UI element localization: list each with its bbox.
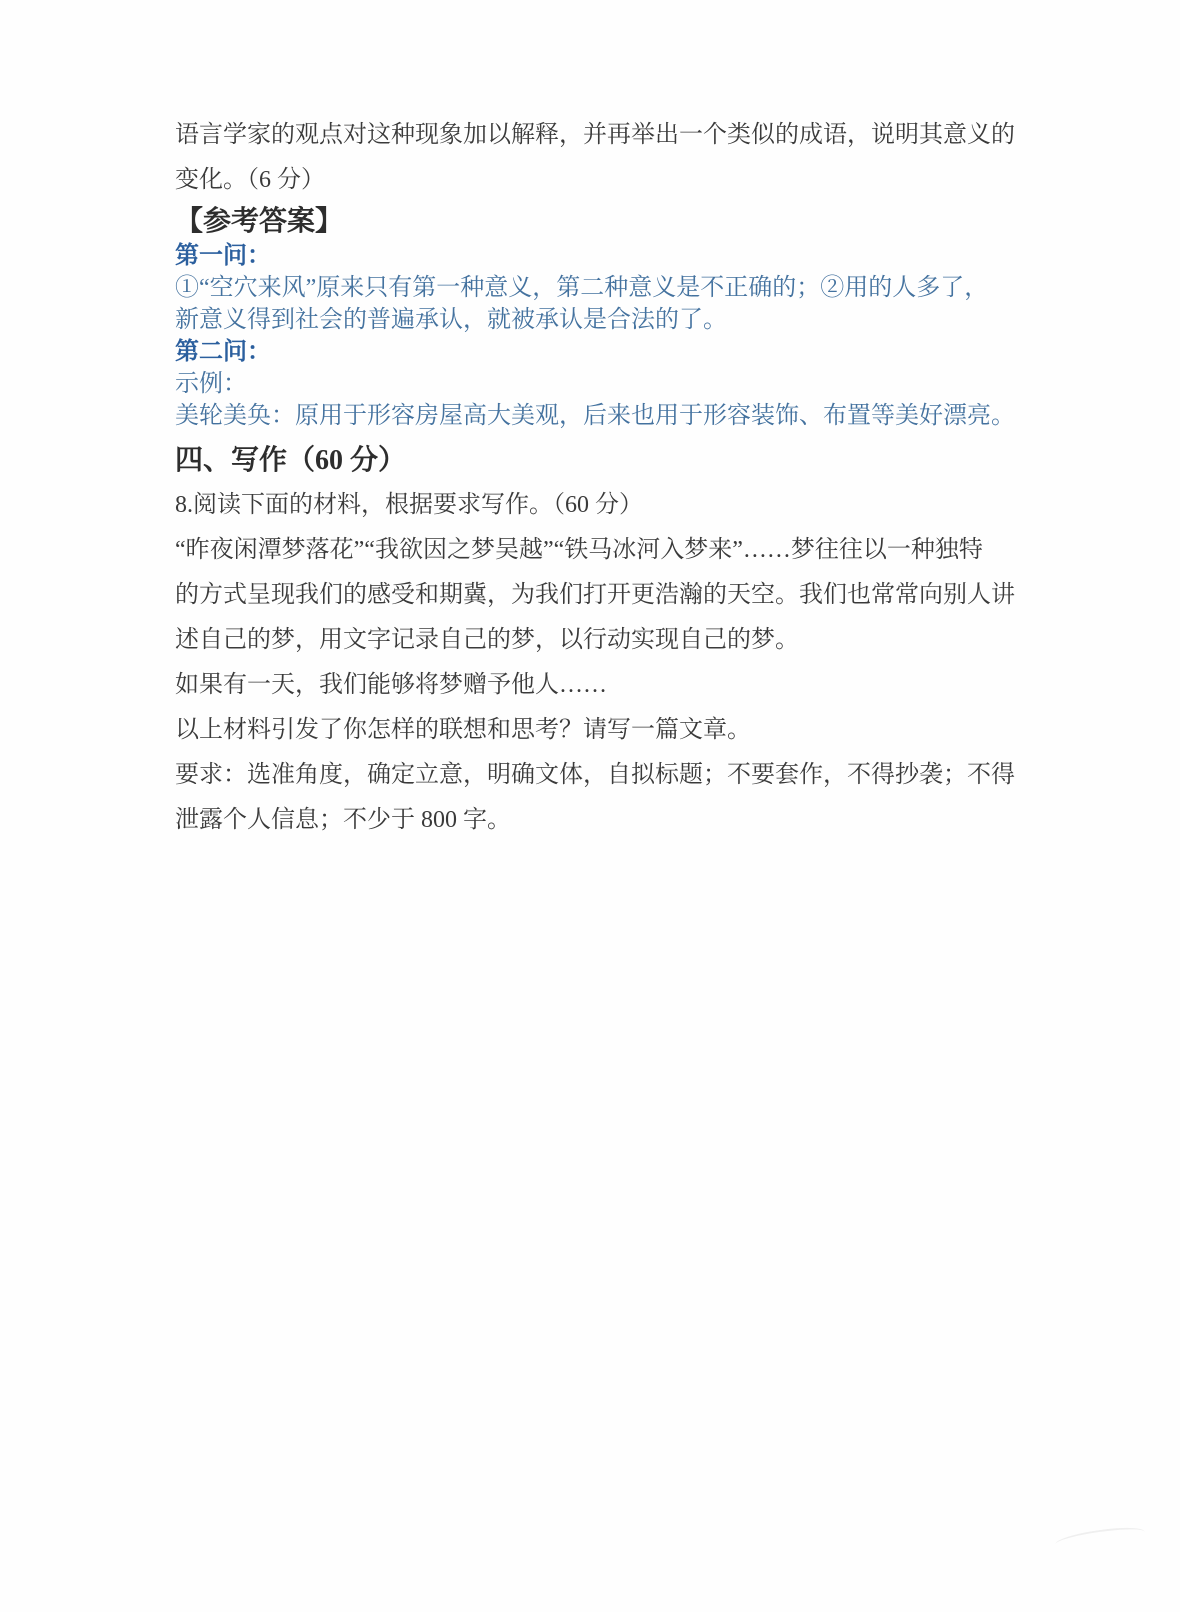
first-answer-line-2: 新意义得到社会的普遍承认，就被承认是合法的了。 (175, 307, 727, 333)
requirements-line-1: 要求：选准角度，确定立意，明确文体，自拟标题；不要套作，不得抄袭；不得 (175, 762, 1015, 788)
first-answer-line-1: ①“空穴来风”原来只有第一种意义，第二种意义是不正确的；②用的人多了， (175, 275, 989, 301)
reference-answer-heading: 【参考答案】 (175, 206, 344, 237)
writing-section-heading: 四、写作（60 分） (175, 445, 407, 476)
document-content (175, 113, 1020, 843)
example-label: 示例： (175, 371, 247, 397)
material-line-1: “昨夜闲潭梦落花”“我欲因之梦吴越”“铁马冰河入梦来”……梦往往以一种独特 (175, 537, 983, 563)
material-line-5: 以上材料引发了你怎样的联想和思考？请写一篇文章。 (175, 717, 751, 743)
material-line-4: 如果有一天，我们能够将梦赠予他人…… (175, 672, 607, 698)
question-stem-line-2: 变化。（6 分） (175, 167, 325, 193)
first-question-label: 第一问： (175, 243, 271, 269)
material-line-2: 的方式呈现我们的感受和期冀，为我们打开更浩瀚的天空。我们也常常向别人讲 (175, 582, 1015, 608)
material-line-3: 述自己的梦，用文字记录自己的梦，以行动实现自己的梦。 (175, 627, 799, 653)
question-stem-line-1: 语言学家的观点对这种现象加以解释，并再举出一个类似的成语，说明其意义的 (175, 122, 1015, 148)
example-answer-line: 美轮美奂：原用于形容房屋高大美观，后来也用于形容装饰、布置等美好漂亮。 (175, 403, 1015, 429)
requirements-line-2: 泄露个人信息；不少于 800 字。 (175, 807, 511, 833)
scan-stray-mark (1054, 1524, 1145, 1552)
second-question-label: 第二问： (175, 339, 271, 365)
question-8-prompt: 8.阅读下面的材料，根据要求写作。（60 分） (175, 492, 643, 518)
